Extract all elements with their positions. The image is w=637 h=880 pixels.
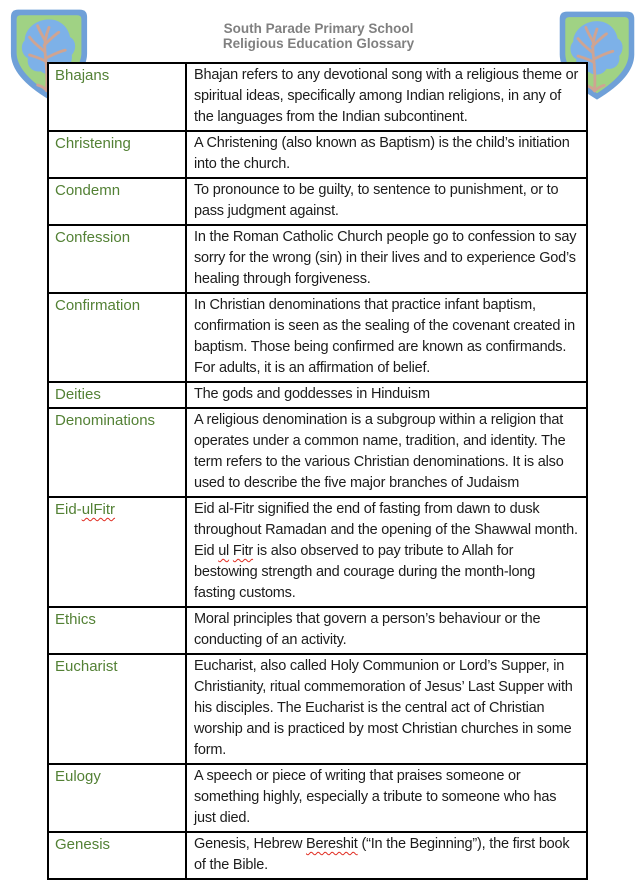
text-segment: Bhajans <box>55 67 110 84</box>
glossary-row <box>48 764 587 832</box>
glossary-term <box>48 607 186 654</box>
text-segment: Genesis, Hebrew <box>194 836 307 852</box>
text-segment: A Christening (also known as Baptism) is the child’s initiation into the church. <box>194 135 570 172</box>
glossary-row <box>48 63 587 131</box>
text-segment: Condemn <box>55 182 121 199</box>
text-segment: Confirmation <box>55 297 141 314</box>
text-segment: Eulogy <box>55 768 101 785</box>
text-segment: Deities <box>55 386 101 403</box>
misspelled-text: ul <box>218 543 230 559</box>
glossary-row <box>48 832 587 879</box>
text-segment: The gods and goddesses in Hinduism <box>194 386 430 402</box>
text-segment: Confession <box>55 229 131 246</box>
text-segment: Genesis <box>55 836 111 853</box>
text-segment: Eid al-Fitr signified the end of fasting from dawn to dusk throughout Ramadan and the opening of the Shawwal month. Eid <box>194 501 578 559</box>
text-segment: A speech or piece of writing that praises someone or something highly, especially a tribute to someone who has just died. <box>194 768 557 826</box>
glossary-definition <box>186 607 587 654</box>
glossary-definition <box>186 654 587 764</box>
glossary-row <box>48 225 587 293</box>
document-title: Religious Education Glossary <box>222 36 415 51</box>
document-header <box>0 21 637 51</box>
glossary-term <box>48 63 186 131</box>
glossary-term <box>48 408 186 497</box>
glossary-definition <box>186 225 587 293</box>
glossary-term <box>48 293 186 382</box>
glossary-definition <box>186 131 587 178</box>
glossary-definition <box>186 497 587 607</box>
glossary-row <box>48 654 587 764</box>
glossary-term <box>48 832 186 879</box>
glossary-term <box>48 178 186 225</box>
glossary-term <box>48 382 186 408</box>
glossary-definition <box>186 764 587 832</box>
glossary-row <box>48 131 587 178</box>
glossary-row <box>48 382 587 408</box>
glossary-table-body <box>48 63 587 879</box>
glossary-definition <box>186 63 587 131</box>
text-segment: To pronounce to be guilty, to sentence to punishment, or to pass judgment against. <box>194 182 559 219</box>
text-segment: Ethics <box>55 611 96 628</box>
glossary-definition <box>186 178 587 225</box>
glossary-term <box>48 225 186 293</box>
glossary-row <box>48 293 587 382</box>
school-name: South Parade Primary School <box>223 21 414 36</box>
text-segment: Denominations <box>55 412 156 429</box>
text-segment: Eid- <box>55 501 82 518</box>
glossary-row <box>48 178 587 225</box>
text-segment: Eucharist <box>55 658 118 675</box>
text-segment: Eucharist, also called Holy Communion or Lord’s Supper, in Christianity, ritual commemoration of Jesus’ Last Supper with his disciples. The Eucharist is the central act of Christian worship and is practiced by most Christian churches in some form. <box>194 658 573 758</box>
glossary-term <box>48 131 186 178</box>
glossary-definition <box>186 293 587 382</box>
text-segment: (“In the Beginning”), the first book of the Bible. <box>194 836 570 873</box>
misspelled-text: ulFitr <box>81 501 116 518</box>
text-segment: is also observed to pay tribute to Allah for bestowing strength and courage during the month-long fasting customs. <box>194 543 536 601</box>
text-segment: In the Roman Catholic Church people go to confession to say sorry for the wrong (sin) in their lives and to experience God’s healing through forgiveness. <box>194 229 577 287</box>
text-segment: Bhajan refers to any devotional song with a religious theme or spiritual ideas, specifically among Indian religions, in any of the languages from the Indian subcontinent. <box>194 67 579 125</box>
glossary-row <box>48 607 587 654</box>
glossary-row <box>48 408 587 497</box>
glossary-row <box>48 497 587 607</box>
text-segment: Moral principles that govern a person’s behaviour or the conducting of an activity. <box>194 611 541 648</box>
misspelled-text: Bereshit <box>306 836 358 852</box>
glossary-term <box>48 497 186 607</box>
text-segment: A religious denomination is a subgroup within a religion that operates under a common name, tradition, and identity. The term refers to the various Christian denominations. It is also used to describe the five major branches of Judaism <box>194 412 566 491</box>
glossary-table <box>47 62 588 880</box>
text-segment: Christening <box>55 135 131 152</box>
misspelled-text: Fitr <box>232 543 254 559</box>
glossary-definition <box>186 382 587 408</box>
glossary-definition <box>186 408 587 497</box>
glossary-term <box>48 764 186 832</box>
text-segment: In Christian denominations that practice infant baptism, confirmation is seen as the sealing of the covenant created in baptism. Those being confirmed are known as confirmands. For adults, it is an affirmation of belief. <box>194 297 575 376</box>
glossary-definition <box>186 832 587 879</box>
glossary-term <box>48 654 186 764</box>
